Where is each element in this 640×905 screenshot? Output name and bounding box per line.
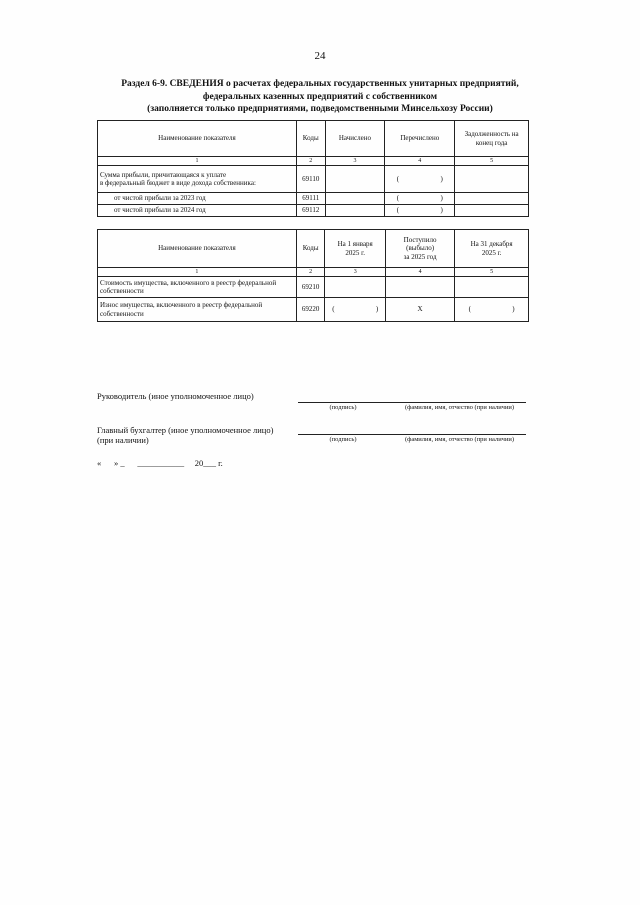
title-line-3: (заполняется только предприятиями, подведомственными Минсельхозу России) [147,104,493,114]
date-line[interactable]: « » _ ___________ 20___ г. [97,458,223,468]
header-received-disposed [385,230,454,268]
accrued-cell[interactable] [325,166,385,193]
jan-1-cell[interactable] [325,277,385,298]
header-codes: Коды [296,230,325,268]
header-jan-1 [325,230,385,268]
row-name [98,298,297,322]
name-caption: (фамилия, имя, отчество (при наличии) [404,404,515,411]
paren-open: ( [332,305,335,314]
dec-31-cell[interactable] [455,298,529,322]
row-name-line: Стоимость имущества, включенного в реестр федеральной [100,278,277,287]
paren-close: ) [440,174,443,183]
header-indicator-name: Наименование показателя [98,230,297,268]
table-header-row [98,230,529,268]
column-number: 5 [455,157,529,166]
accountant-signature-line[interactable] [298,434,526,435]
header-debt-end-of-year: Задолженность на конец года [455,121,529,157]
column-number: 5 [455,268,529,277]
signature-caption: (подпись) [329,436,357,443]
debt-cell[interactable] [455,193,529,205]
row-code: 69210 [296,277,325,298]
column-number: 3 [325,157,385,166]
paren-close: ) [440,194,443,203]
header-transferred: Перечислено [385,121,455,157]
column-number: 3 [325,268,385,277]
jan-1-cell[interactable] [325,298,385,322]
row-name-line: в федеральный бюджет в виде дохода собственника: [100,179,256,187]
transferred-cell[interactable] [385,205,455,217]
table-row [98,193,529,205]
header-line: 2025 г. [481,248,502,257]
signature-caption: (подпись) [329,404,357,411]
table-header-row [98,121,529,157]
paren-close: ) [375,305,379,314]
accrued-cell[interactable] [325,193,385,205]
header-line: (выбыло) [406,244,435,253]
row-name-line: Сумма прибыли, причитающаяся к уплате [100,170,227,179]
table-row [98,298,529,322]
head-signature-label: Руководитель (иное уполномоченное лицо) [97,391,254,401]
header-codes: Коды [296,121,325,157]
accountant-signature-label [97,425,273,445]
paren-open: ( [396,206,400,215]
column-number: 1 [98,157,297,166]
column-number-row [98,157,529,166]
row-code: 69112 [296,205,325,217]
name-caption: (фамилия, имя, отчество (при наличии) [404,436,515,443]
title-line-1: Раздел 6-9. СВЕДЕНИЯ о расчетах федеральных государственных унитарных предприятий, [121,79,519,89]
head-signature-line[interactable] [298,402,526,403]
section-title [80,78,560,116]
row-name-line: собственности [100,287,144,295]
column-number: 4 [385,157,455,166]
header-dec-31 [455,230,529,268]
row-name [98,166,297,193]
header-line: за 2025 год [403,252,437,261]
received-cell-x: X [385,298,454,322]
paren-open: ( [396,174,400,183]
accountant-label-line: (при наличии) [97,435,149,445]
accountant-label-line: Главный бухгалтер (иное уполномоченное лицо) [97,425,274,435]
header-line: 2025 г. [345,248,365,257]
page-number: 24 [314,50,326,62]
dec-31-cell[interactable] [455,277,529,298]
paren-open: ( [396,194,400,203]
table-row [98,277,529,298]
transferred-cell[interactable] [385,166,455,193]
transferred-cell[interactable] [385,193,455,205]
row-code: 69111 [296,193,325,205]
debt-cell[interactable] [455,205,529,217]
header-line: На 31 декабря [470,240,513,248]
table-row [98,205,529,217]
column-number: 1 [98,268,297,277]
property-table [97,229,529,322]
paren-close: ) [440,206,443,215]
header-line: На 1 января [337,240,373,248]
column-number-row [98,268,529,277]
table-row [98,166,529,193]
header-line: Поступило [403,235,437,244]
row-name-line: собственности [100,309,144,318]
paren-close: ) [512,305,515,314]
paren-open: ( [468,305,471,314]
row-name: от чистой прибыли за 2024 год [98,205,297,217]
title-line-2: федеральных казенных предприятий с собственником [202,91,438,102]
column-number: 2 [296,157,325,166]
column-number: 4 [385,268,454,277]
column-number: 2 [296,268,325,277]
received-cell[interactable] [385,277,454,298]
profit-table [97,120,529,217]
accrued-cell[interactable] [325,205,385,217]
row-name [98,277,297,298]
row-code: 69110 [296,166,325,193]
header-accrued: Начислено [325,121,385,157]
row-name-line: Износ имущества, включенного в реестр федеральной [100,301,263,309]
debt-cell[interactable] [455,166,529,193]
row-name: от чистой прибыли за 2023 год [98,193,297,205]
row-code: 69220 [296,298,325,322]
header-indicator-name: Наименование показателя [98,121,297,157]
